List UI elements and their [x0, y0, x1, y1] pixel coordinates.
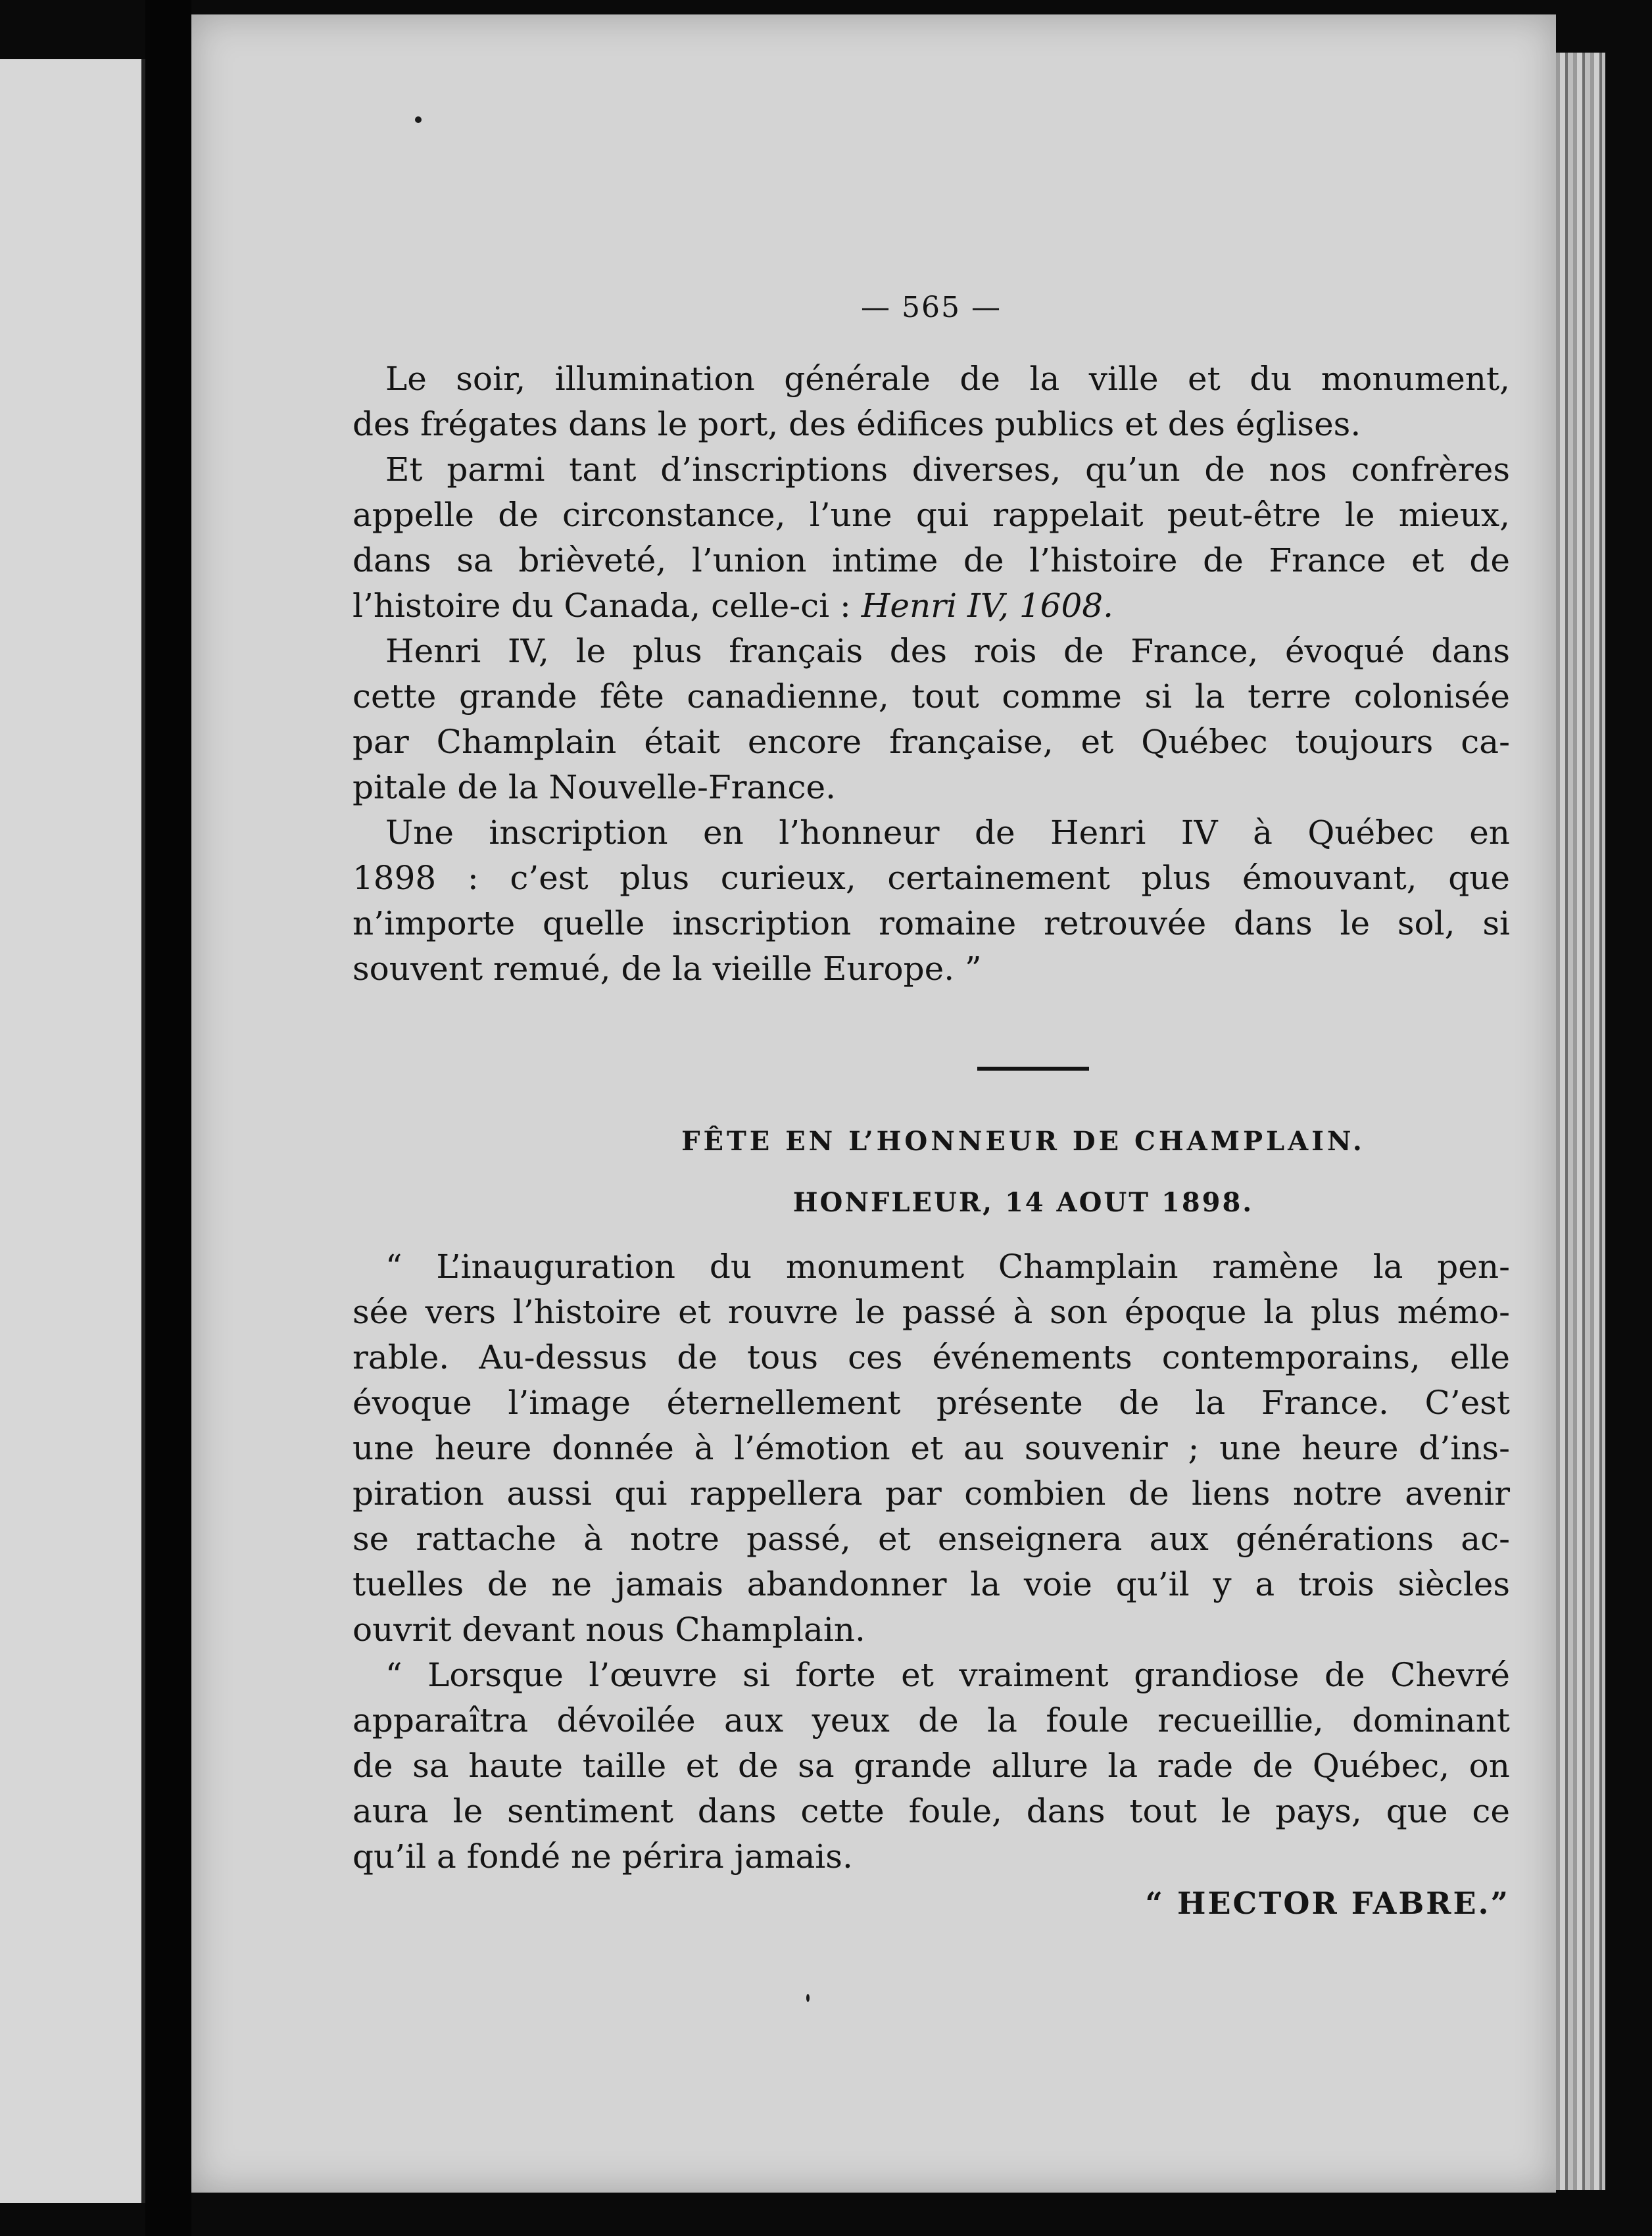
- text-line: des frégates dans le port, des édifices publics et des églises.: [352, 405, 1361, 443]
- text-line: “ Lorsque l’œuvre si forte et vraiment grandiose de Chevré: [385, 1656, 1510, 1694]
- text-line: Henri IV, le plus français des rois de France, évoqué dans: [385, 632, 1510, 670]
- book-gutter: [145, 0, 191, 2236]
- text-line: aura le sentiment dans cette foule, dans tout le pays, que ce: [352, 1792, 1510, 1830]
- text-line: piration aussi qui rappellera par combien de liens notre avenir: [352, 1474, 1510, 1513]
- text-line: [352, 583, 1510, 629]
- italic-inscription: Henri IV, 1608.: [861, 587, 1114, 625]
- text-line: sée vers l’histoire et rouvre le passé à son époque la plus mémo-: [352, 1293, 1510, 1331]
- left-page-edge: [0, 59, 145, 2203]
- text-line: Une inscription en l’honneur de Henri IV à Québec en: [385, 814, 1510, 852]
- text-line: qu’il a fondé ne périra jamais.: [352, 1837, 853, 1876]
- section-divider-rule: [977, 1067, 1089, 1071]
- body-text-upper: [352, 356, 1510, 992]
- page-number: — 565 —: [861, 291, 1002, 324]
- text-line: évoque l’image éternellement présente de la France. C’est: [352, 1384, 1510, 1422]
- text-line: ouvrit devant nous Champlain.: [352, 1611, 865, 1649]
- text-line: Le soir, illumination générale de la ville et du monument,: [385, 360, 1510, 398]
- page-speck: [415, 116, 422, 123]
- text-line: 1898 : c’est plus curieux, certainement plus émouvant, que: [352, 859, 1510, 897]
- dateline: HONFLEUR, 14 AOUT 1898.: [792, 1187, 1254, 1218]
- page-stack-edge: [1556, 53, 1605, 2190]
- text-line: Et parmi tant d’inscriptions diverses, qu’un de nos confrères: [385, 450, 1510, 489]
- text-line: se rattache à notre passé, et enseignera aux générations ac-: [352, 1520, 1510, 1558]
- text-line: de sa haute taille et de sa grande allure la rade de Québec, on: [352, 1747, 1510, 1785]
- text-line: appelle de circonstance, l’une qui rappelait peut-être le mieux,: [352, 496, 1510, 534]
- text-line: rable. Au-dessus de tous ces événements contemporains, elle: [352, 1338, 1510, 1376]
- page-speck: [806, 1994, 810, 2002]
- body-text-lower: [352, 1244, 1510, 1880]
- book-page: [191, 14, 1556, 2193]
- text-line: “ L’inauguration du monument Champlain ramène la pen-: [385, 1248, 1510, 1286]
- text-line: par Champlain était encore française, et Québec toujours ca-: [352, 723, 1510, 761]
- section-title: FÊTE EN L’HONNEUR DE CHAMPLAIN.: [681, 1126, 1365, 1157]
- text-line: tuelles de ne jamais abandonner la voie qu’il y a trois siècles: [352, 1565, 1510, 1603]
- signature: “ HECTOR FABRE.”: [1145, 1885, 1510, 1921]
- text-line: dans sa brièveté, l’union intime de l’histoire de France et de: [352, 541, 1510, 579]
- text-line: une heure donnée à l’émotion et au souvenir ; une heure d’ins-: [352, 1429, 1510, 1467]
- text-line: souvent remué, de la vieille Europe. ”: [352, 950, 982, 988]
- text-line: apparaîtra dévoilée aux yeux de la foule recueillie, dominant: [352, 1701, 1510, 1739]
- text-line: cette grande fête canadienne, tout comme si la terre colonisée: [352, 677, 1510, 716]
- text-line: pitale de la Nouvelle-France.: [352, 768, 837, 806]
- text-line: n’importe quelle inscription romaine retrouvée dans le sol, si: [352, 904, 1510, 942]
- text-span: l’histoire du Canada, celle-ci :: [352, 587, 862, 625]
